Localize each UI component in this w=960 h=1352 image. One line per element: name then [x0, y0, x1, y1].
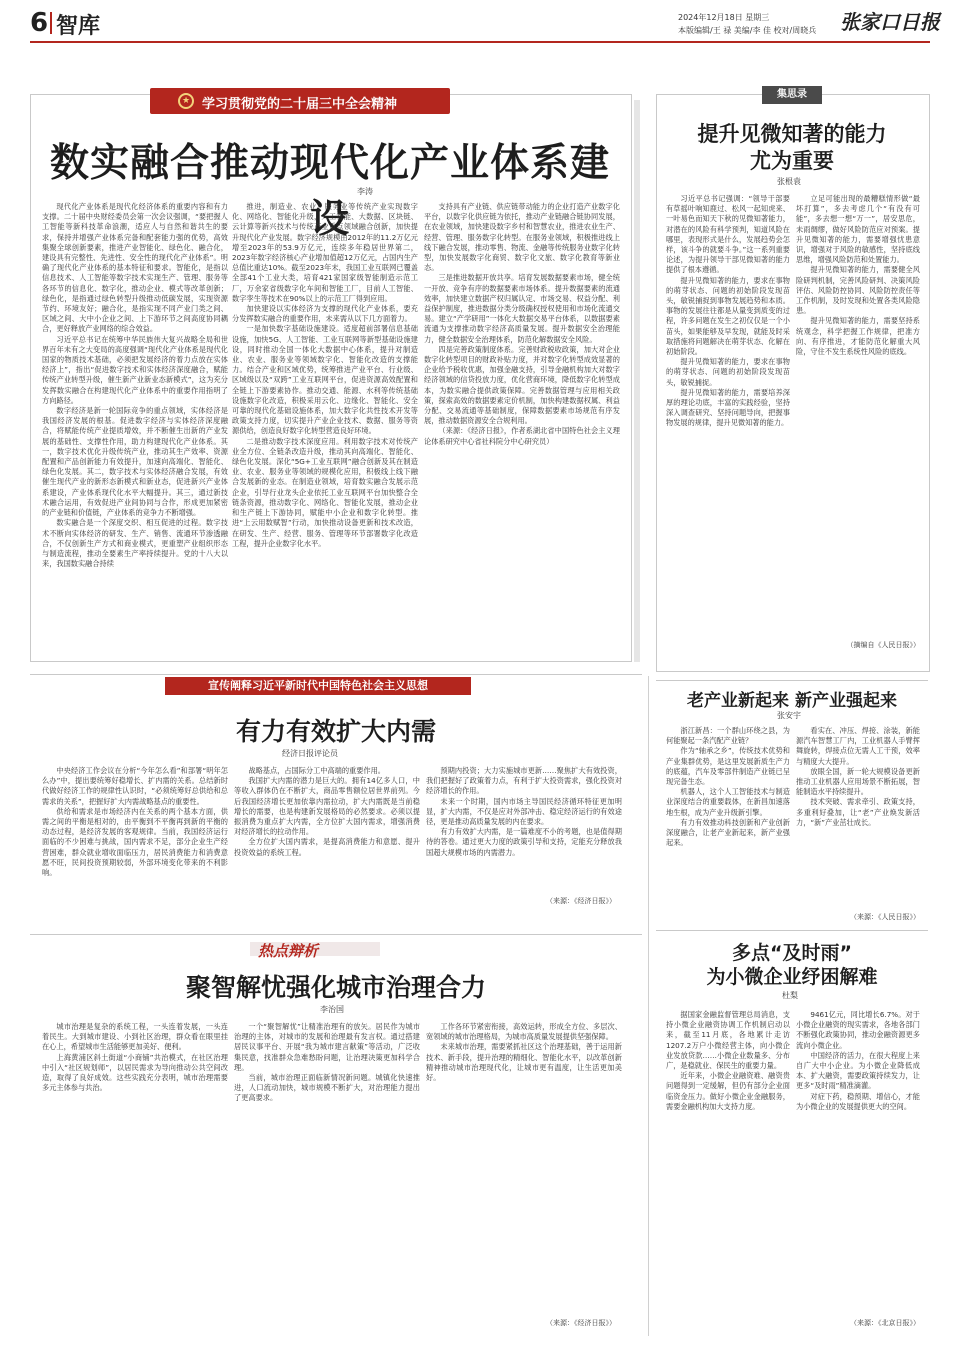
paragraph: 工作各环节紧密衔接，高效运转，形成全方位、多层次、宽领域的城市治理格局，为城市高质量发展提供坚强保障。 — [426, 1022, 622, 1042]
paragraph: 一个“聚智解忧”让精准治理有的放矢。居民作为城市治理的主体，对城市的发展和治理最有发言权。通过搭建居民议事平台、开展“我为城市建言献策”等活动，广泛收集民意，找准群众急难愁盼问题，让治理决策更加科学合理。 — [234, 1022, 420, 1072]
lead-column-1 — [42, 202, 228, 652]
paragraph: 有力有效推动科技创新和产业创新深度融合，让老产业新起来，新产业强起来。 — [666, 817, 790, 848]
lead-column-3 — [424, 202, 620, 652]
lead-shadow — [634, 100, 640, 662]
paragraph: 供给和需求是市场经济内在关系的两个基本方面，供需之间的平衡是相对的，由平衡到不平衡再到新的平衡的动态过程，是经济发展的客观规律。当前，我国经济运行面临的不少困难与挑战，国内需求不足，部分企业生产经营困难，群众就业增收面临压力，居民消费能力和消费意愿不旺，民间投资预期较弱，外部环境变化带来的不利影响。 — [42, 806, 228, 878]
page-number-divider — [50, 12, 52, 34]
paragraph: 中央经济工作会议在分析“今年怎么看”和部署“明年怎么办”中，提出要统筹好稳增长、扩内需的关系。总结新时代做好经济工作的规律性认识时，“必须统筹好总供给和总需求的关系”，把握好扩大内需战略基点的重要性。 — [42, 766, 228, 806]
xincy-rule-top — [656, 680, 928, 681]
kuoda-column-1 — [42, 766, 228, 912]
paragraph: 数字经济是新一轮国际竞争的重点领域，实体经济是我国经济发展的根基。促进数字经济与实体经济深度融合，将赋能传统产业提质增效，并不断催生出新的产业发展的基础性、支撑性作用，助力构建现代化产业体系。其一，数字技术优化升级传统产业，推动其生产效率、资源配置和产品创新能力有效提升，加速向高端化、智能化、绿色化发展。其二，数字技术与实体经济融合发展，有效催生现代产业的新形态新模式和新业态，促进新兴产业体系建设，产业体系现代化水平大幅提升。其三，通过新技术融合运用，有效促进产业间协同与合作，形成更加紧密的产业链和价值链，产业体系的竞争力不断增强。 — [42, 406, 228, 518]
paragraph: 战略基点，占国际分工中高端的重要作用。 — [248, 766, 385, 775]
section-title: 智库 — [56, 14, 101, 39]
paragraph: 预期内投资；大力实施城市更新……聚焦扩大有效投资，我们把握好了政策着力点，有利于扩大投资需求，强化投资对经济增长的作用。 — [426, 766, 622, 796]
jisilu-title-1: 提升见微知著的能力 — [697, 122, 887, 146]
paragraph: 有力有效扩大内需，是一篇难度不小的考题，也是值得期待的答卷。通过更大力度的政策引导和支持，定能充分释放我国超大规模市场的内需潜力。 — [426, 827, 622, 857]
paragraph: 对症下药，稳预期、增信心，才能为小微企业的发展提供更大的空间。 — [796, 1091, 920, 1111]
thought-banner-label: 宣传阐释习近平新时代中国特色社会主义思想 — [208, 679, 428, 692]
jishiyu-column-1 — [666, 1010, 790, 1330]
jishiyu-rule — [656, 930, 928, 931]
theme-banner-label: 学习贯彻党的二十届三中全会精神 — [202, 97, 398, 112]
xincy-title: 老产业新起来 新产业强起来 — [687, 691, 897, 711]
paragraph: 机器人，这个人工智能技术与制造业深度结合的重要载体，在新昌加速落地生根，成为产业升级新引擎。 — [666, 787, 790, 817]
paragraph: 近年来，小微企业融资难、融资贵问题得到一定缓解，但仍有部分企业面临资金压力。做好小微企业金融服务，需要金融机构加大支持力度。 — [666, 1071, 790, 1111]
jishiyu-column-2 — [796, 1010, 920, 1314]
masthead — [0, 0, 960, 40]
jisilu-author: 张根袁 — [777, 177, 801, 186]
paragraph: 技术突破、需求牵引、政策支持，多重利好叠加，让“老”产业焕发新活力，“新”产业茁壮成长。 — [796, 797, 920, 827]
paragraph: 二是推动数字技术深度应用。利用数字技术对传统产业全方位、全链条改造升级，推动其向高端化、智能化、绿色化发展。深化“5G+工业互联网”融合创新及其在制造业、农业、服务业等领域的规模化应用，积极线上线下融合发展新的业态。在制造业领域，培育数实融合发展示范企业，引导行业龙头企业依托工业互联网平台加快整合全链条资源，推动数字化、网络化、智能化发展，推动企业和生产链上下游协同，赋能中小企业和数字化转型。推进“上云用数赋智”行动，加快推动设备更新和技术改造，在研发、生产、经营、服务、管理等环节部署数字化改造工程，提升企业数字化水平。 — [232, 436, 418, 548]
column-divider — [648, 676, 649, 1336]
paragraph: 习近平总书记强调：“领导干部要有草摇叶响知鹿过、松风一起知虎来、一叶易色而知天下秋的见微知著能力，对潜在的风险有科学预判，知道风险在哪里，表现形式是什么，发展趋势会怎样，该斗争的就要斗争。”这一系列重要论述，为提升领导干部见微知著的能力提供了根本遵循。 — [666, 194, 790, 275]
page-number: 6 — [30, 8, 49, 38]
paragraph: 提升见微知著的能力，需要坚持系统观念，科学把握工作规律，把准方向、有序推进，才能防范化解重大风险，守住不发生系统性风险的底线。 — [796, 316, 920, 357]
paragraph: 现代化产业体系是现代化经济体系的重要内容和有力支撑。二十届中央财经委员会第一次会议强调，“要把握人工智能等新科技革命浪潮，适应人与自然和谐共生的要求，保持并增强产业体系完备和配套能力强的优势，高效集聚全球创新要素，推进产业智能化、绿色化、融合化，建设具有完整性、先进性、安全性的现代化产业体系”。明确了现代化产业体系的基本特征和要求。智能化，是指以信息技术、人工智能等数字技术实现生产、管理、服务等各环节的信息化、数字化，推动企业、模式等改革创新；绿色化，是指通过绿色转型升级推动低碳发展，实现资源节约、环境友好；融合化，是指实现不同产业门类之间、区域之间、大中小企业之间、上下游环节之间高度协同耦合，更好释放产业网络的综合效益。 — [42, 202, 228, 334]
xincy-column-2 — [796, 726, 920, 916]
paragraph: 未来一个时期，国内市场主导国民经济循环特征更加明显，扩大内需，不仅是应对外部冲击、稳定经济运行的有效途径，更是推动高质量发展的内在要求。 — [426, 796, 622, 827]
paragraph: 中国经济的活力，在很大程度上来自广大中小企业。为小微企业降低成本、扩大融资，需要政策持续发力，让更多“及时雨”精准滴灌。 — [796, 1050, 920, 1091]
paragraph: 上海黄浦区斜土街道“小商铺”共治模式，在社区治理中引入“社区规划师”，以居民需求为导向推动公共空间改造，取得了良好成效。这些实践充分表明，城市治理需要多元主体参与共治。 — [42, 1052, 228, 1093]
hotspot-rule — [30, 934, 642, 935]
xincy-source: （来源：《人民日报》） — [850, 913, 920, 921]
masthead-rule — [30, 41, 930, 43]
paragraph: 提升见微知著的能力，需要培养深厚的理论功底，丰富的实践经验，坚持深入调查研究、坚持问题导向，把握事物发展的规律，提升见微知著的能力。 — [666, 387, 790, 428]
hotspot-column-1 — [42, 1022, 228, 1328]
banner2-rule — [30, 674, 642, 675]
paragraph: 三是推进数据开放共享。培育发展数据要素市场，健全统一开放、竞争有序的数据要素市场体系。提升数据要素的流通效率，加快建立数据产权归属认定、市场交易、权益分配、利益保护制度，推进数据分类分级确权授权使用和市场化流通交易。建立“产学研用”一体化大数据交易平台体系，以数据要素流通为支撑推动数字经济高质量发展。提升数据安全治理能力，健全数据安全治理体系，防范化解数据安全风险。 — [424, 273, 620, 344]
hotspot-tag — [250, 938, 380, 960]
jishiyu-title-2: 为小微企业纾困解难 — [706, 966, 878, 988]
xincy-author: 张安宇 — [777, 711, 801, 720]
thought-banner — [165, 677, 471, 695]
lead-author: 李涛 — [357, 187, 373, 196]
jisilu-tag — [762, 86, 822, 104]
party-emblem-icon: ★ — [178, 93, 194, 109]
paragraph: 提升见微知著的能力，要求在事物的萌芽状态、问题的初始阶段发现苗头，敏锐捕捉。 — [666, 357, 790, 387]
paragraph: 浙江新昌：一个群山环绕之县，为何能聚起一条汽配产业链？ — [666, 726, 790, 746]
paragraph: 据国家金融监督管理总局消息，支持小微企业融资协调工作机制启动以来，截至11月底，各地累计走访1207.2万户小微经营主体，向小微企业发放贷款……小微企业数量多、分布广，是稳就业、保民生的重要力量。 — [666, 1010, 790, 1071]
paragraph: 习近平总书记在统筹中华民族伟大复兴战略全局和世界百年未有之大变局的高度强调“现代化产业体系是现代化国家的物质技术基础，必须把发展经济的着力点放在实体经济上”，指出“促进数字技术和实体经济深度融合，赋能传统产业转型升级，催生新产业新业态新模式”，这为充分发挥数实融合在构建现代化产业体系中的重要作用指明了方向路径。 — [42, 334, 228, 405]
paragraph: 作为“轴承之乡”，传统技术优势和产业集群优势，是这里发展新质生产力的底蕴，汽车及零部件制造产业链已呈现完备生态。 — [666, 746, 790, 787]
paragraph: 放眼全国，新一轮大规模设备更新推动工业机器人应用场景不断拓展，智能制造水平持续提升。 — [796, 766, 920, 797]
theme-banner — [150, 88, 500, 114]
kuoda-column-3 — [426, 766, 622, 896]
editor-line: 本版编辑/王 禄 美编/李 佳 校对/周晓兵 — [678, 26, 817, 35]
hotspot-column-3 — [426, 1022, 622, 1312]
paragraph: （来源：《经济日报》，作者系湖北省中国特色社会主义理论体系研究中心省社科院分中心研究员） — [424, 426, 620, 446]
date-line: 2024年12月18日 星期三 — [678, 13, 770, 22]
lead-column-2 — [232, 202, 418, 652]
xincy-column-1 — [666, 726, 790, 932]
paragraph: 推进，制造业、农业、服务业等传统产业实现数字化、网络化、智能化升级，人工智能、大数据、区块链、云计算等新兴技术与传统产业重点领域融合创新，加快提升现代化产业发展。数字经济规模由2012年的11.2万亿元增至2023年的53.9万亿元，连续多年稳居世界第二，2023年数字经济核心产业增加值超12万亿元，占国内生产总值比重达10%。截至2023年末，我国工业互联网已覆盖全部41个工业大类，培育421家国家级智能制造示范工厂，万余家省级数字化车间和智能工厂，目前人工智能、数字孪生等技术在90%以上的示范工厂得到应用。 — [232, 202, 418, 303]
paragraph: 我国扩大内需的潜力是巨大的。拥有14亿多人口，中等收入群体仍在不断扩大，商品零售额位居世界前列。今后我国经济增长更加依靠内需拉动，扩大内需既是当前稳增长的需要，也是构建新发展格局的必然要求。必须以提振消费为重点扩大内需，全方位扩大国内需求，增强消费对经济增长的拉动作用。 — [234, 776, 420, 837]
paragraph: 加快建设以实体经济为支撑的现代化产业体系，要充分发挥数实融合的重要作用，未来需从以下几方面着力。 — [232, 304, 418, 324]
kuoda-title: 有力有效扩大内需 — [235, 717, 436, 746]
paragraph: 提升见微知著的能力，需要健全风险研判机制，完善风险研判、决策风险评估、风险防控协同、风险防控责任等工作机制，及时发现和处置各类风险隐患。 — [796, 265, 920, 316]
jisilu-column-2 — [796, 194, 920, 634]
hotspot-tag-label: 热点辩析 — [258, 942, 319, 960]
paragraph: 数实融合是一个深度交织、相互促进的过程。数字技术不断向实体经济的研发、生产、销售、流通环节渗透融合，不仅创新生产方式和商业模式，更重塑产业组织形态与制造流程，推动全要素生产率持续提升。党的十八大以来，我国数实融合持续 — [42, 518, 228, 569]
kuoda-column-2 — [234, 766, 420, 912]
hotspot-title: 聚智解忧强化城市治理合力 — [185, 973, 486, 1002]
hotspot-source: （来源：《经济日报》） — [546, 1319, 616, 1327]
paragraph: 未来城市治理，需要紧抓社区这个治理基础，善于运用新技术、新手段，提升治理的精细化、智能化水平，以改革创新精神推动城市治理现代化，让城市更有温度，让生活更加美好。 — [426, 1042, 622, 1083]
jishiyu-author: 杜梨 — [782, 991, 798, 1000]
paragraph: 城市治理是复杂的系统工程，一头连着发展，一头连着民生。大到城市建设、小到社区治理，群众看在眼里挂在心上，希望城市生活能够更加美好、便利。 — [42, 1022, 228, 1052]
jisilu-column-1 — [666, 194, 790, 644]
paragraph: 看实在、冲压、焊接、涂装，新能源汽车智慧工厂内，工业机器人手臂挥舞旋转，焊接点位无需人工干预，效率与精度大大提升。 — [796, 726, 920, 766]
paragraph: 9461亿元，同比增长6.7%。对于小微企业融资的现实需求，各地各部门不断强化政策协同，推动金融资源更多流向小微企业。 — [796, 1010, 920, 1050]
paper-logo: 张家口日报 — [840, 10, 940, 34]
paragraph: 一是加快数字基础设施建设。适度超前部署信息基础设施，加快5G、人工智能、工业互联网等新型基础设施建设，同时推动全国一体化大数据中心体系，提升对制造业、农业、服务业等领域数字化、智能化改造的支撑能力。结合产业和区域优势，统筹推进产业平台、行业级、区域级以及“双跨”工业互联网平台，促进资源高效配置和全链上下游要素协作。推动交通、能源、水利等传统基础设施数字化改造，积极采用云化、边缘化、智能化、安全可靠的现代化基础设施体系，加大数字化共性技术开发等政策支持力度，切实提升产业企业技术、数据、服务等资源供给，创造良好数字化转型营造良好环境。 — [232, 324, 418, 436]
hotspot-column-2 — [234, 1022, 420, 1328]
paragraph: 全方位扩大国内需求，是提高消费能力和意愿、提升投资效益的系统工程。 — [234, 837, 420, 857]
paragraph: 当前，城市治理正面临新情况新问题。城镇化快速推进，人口流动加快，城市规模不断扩大，对治理能力提出了更高要求。 — [234, 1073, 420, 1103]
jisilu-title-2: 尤为重要 — [750, 149, 834, 173]
kuoda-source: （来源：《经济日报》） — [546, 897, 616, 905]
paragraph: 提升见微知著的能力，要求在事物的萌芽状态、问题的初始阶段发现苗头，敏锐捕捉到事物发展趋势和本质。事物的发展往往都是从量变到质变的过程，许多问题在发生之初仅仅是一个小苗头，如果能够及早发现，就能及时采取措施将问题解决在萌芽状态、化解在初始阶段。 — [666, 275, 790, 357]
lead-title: 数实融合推动现代化产业体系建设 — [49, 141, 610, 242]
paragraph: 四是完善政策制度体系。完善财政税收政策，加大对企业数字化转型项目的财政补贴力度，并对数字化转型成效显著的企业给予税收优惠，加强金融支持，引导金融机构加大对数字经济领域的信贷投放力度，优化营商环境，降低数字化转型成本，为数实融合提供政策保障。完善数据管理与应用相关政策，探索高效的数据要素定价机制，加快构建数据权属、利益分配、交易流通等基础制度，保障数据要素市场规范有序发展，推动数据资源安全合规利用。 — [424, 344, 620, 426]
jishiyu-title-1: 多点“及时雨” — [732, 942, 852, 964]
kuoda-author: 经济日报评论员 — [282, 749, 338, 758]
paragraph: 支持具有产业链、供应链带动能力的企业打造产业数字化平台，以数字化供应链为依托，推动产业链融合链协同发展，在农业领域，加快建设数字乡村和智慧农业，推进农业生产、经营、管理、服务数字化转型。在服务业领域，积极推进线上线下融合发展，推动零售、物流、金融等传统服务业数字化转型，加快发展数字化商贸、数字化文旅、数字化教育等新业态。 — [424, 202, 620, 273]
jishiyu-source: （来源：《北京日报》） — [850, 1319, 920, 1327]
jisilu-source: （摘编自《人民日报》） — [846, 641, 920, 649]
jisilu-tag-label: 集思录 — [777, 89, 807, 100]
paragraph: 立足可能出现的最糟糕情形做“最坏打算”，多去考虑几个“有没有可能”，多去想一想“万一”，居安思危，未雨绸缪，做好风险防范应对预案。提升见微知著的能力，需要增强忧患意识，增强对于风险的敏感性，坚持底线思维，增强风险防范和处置能力。 — [796, 194, 920, 265]
hotspot-author: 李治国 — [320, 1005, 344, 1014]
